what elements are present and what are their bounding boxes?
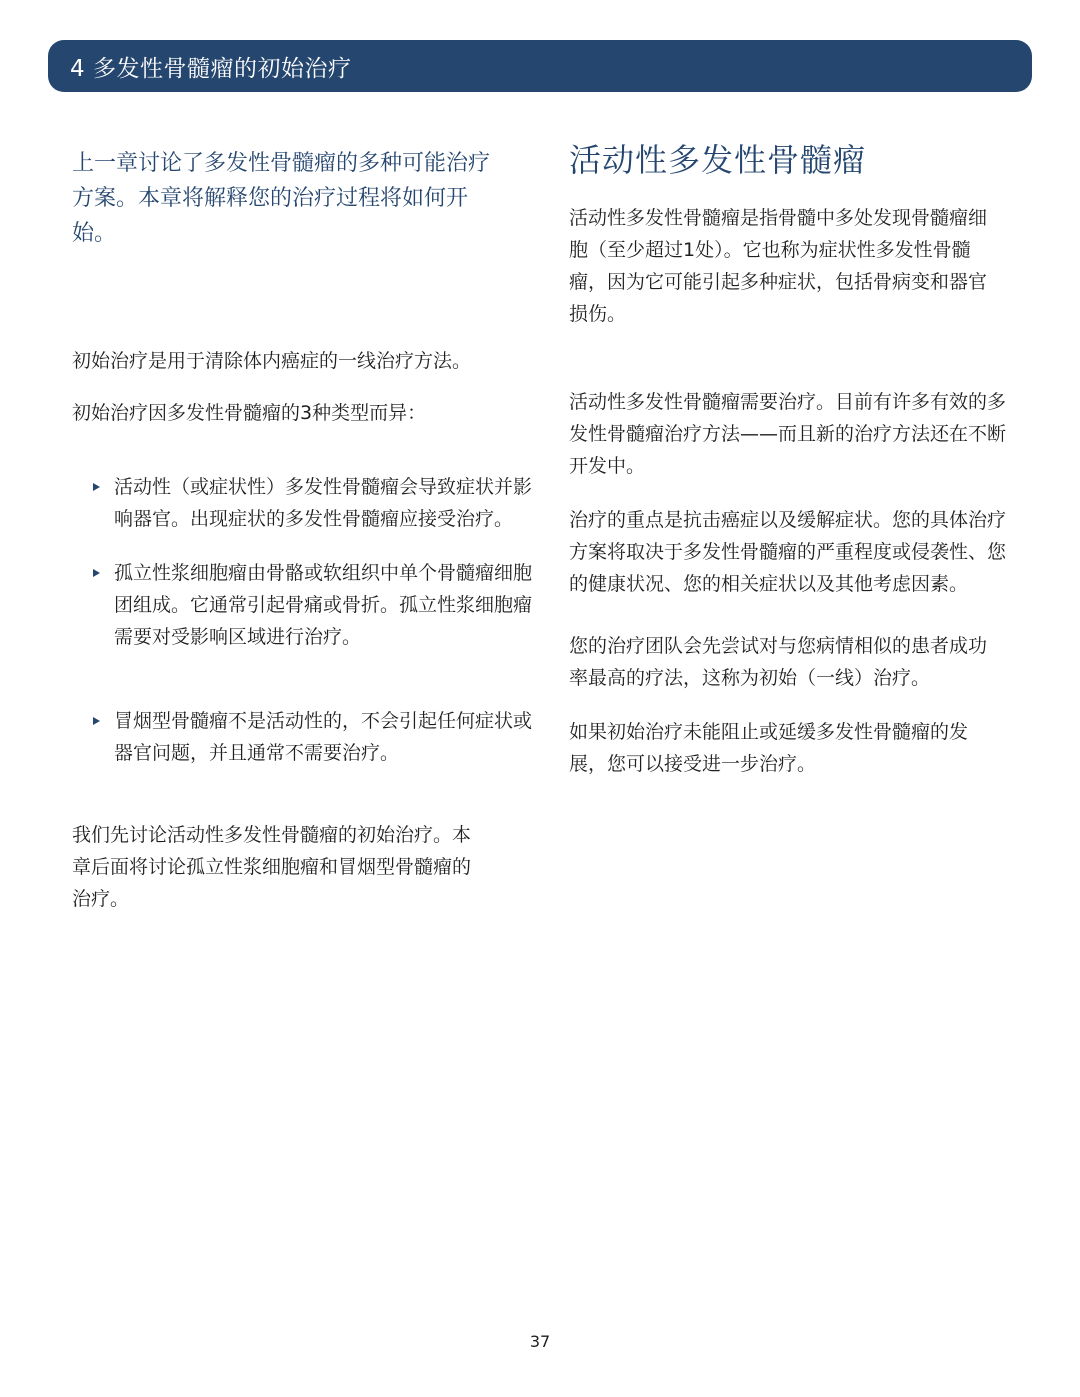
active-myeloma-definition: 活动性多发性骨髓瘤是指骨髓中多处发现骨髓瘤细胞（至少超过1处）。它也称为症状性多发性骨髓瘤，因为它可能引起多种症状，包括骨病变和器官损伤。	[569, 207, 988, 325]
types-intro: 初始治疗因多发性骨髓瘤的3种类型而异：	[72, 402, 427, 424]
list-item	[93, 471, 534, 535]
bullet-text-smoldering: 冒烟型骨髓瘤不是活动性的，不会引起任何症状或器官问题，并且通常不需要治疗。	[114, 710, 533, 764]
list-item	[93, 557, 534, 653]
first-line-therapy-paragraph: 您的治疗团队会先尝试对与您病情相似的患者成功率最高的疗法，这称为初始（一线）治疗。	[569, 635, 988, 689]
section-heading: 活动性多发性骨髓瘤	[569, 141, 867, 179]
page-number: 37	[529, 1332, 551, 1351]
treatment-focus-paragraph: 治疗的重点是抗击癌症以及缓解症状。您的具体治疗方案将取决于多发性骨髓瘤的严重程度或侵袭性、您的健康状况、您的相关症状以及其他考虑因素。	[569, 509, 1007, 595]
right-column	[569, 138, 1009, 780]
myeloma-types-list	[93, 471, 533, 769]
left-column	[72, 146, 533, 915]
arrow-bullet-icon	[93, 569, 100, 577]
arrow-bullet-icon	[93, 483, 100, 491]
bullet-text-solitary: 孤立性浆细胞瘤由骨骼或软组织中单个骨髓瘤细胞团组成。它通常引起骨痛或骨折。孤立性浆细胞瘤需要对受影响区域进行治疗。	[114, 562, 533, 648]
chapter-header-bar	[48, 40, 1032, 92]
arrow-bullet-icon	[93, 717, 100, 725]
chapter-title: 4 多发性骨髓瘤的初始治疗	[70, 55, 352, 82]
further-treatment-paragraph: 如果初始治疗未能阻止或延缓多发性骨髓瘤的发展，您可以接受进一步治疗。	[569, 721, 969, 775]
initial-treatment-definition: 初始治疗是用于清除体内癌症的一线治疗方法。	[72, 350, 472, 372]
chapter-intro: 上一章讨论了多发性骨髓瘤的多种可能治疗方案。本章将解释您的治疗过程将如何开始。	[72, 151, 491, 246]
treatment-need-paragraph: 活动性多发性骨髓瘤需要治疗。目前有许多有效的多发性骨髓瘤治疗方法——而且新的治疗方法还在不断开发中。	[569, 391, 1007, 477]
list-item	[93, 705, 534, 769]
chapter-roadmap: 我们先讨论活动性多发性骨髓瘤的初始治疗。本章后面将讨论孤立性浆细胞瘤和冒烟型骨髓瘤的治疗。	[72, 824, 472, 910]
bullet-text-active: 活动性（或症状性）多发性骨髓瘤会导致症状并影响器官。出现症状的多发性骨髓瘤应接受治疗。	[114, 476, 533, 530]
